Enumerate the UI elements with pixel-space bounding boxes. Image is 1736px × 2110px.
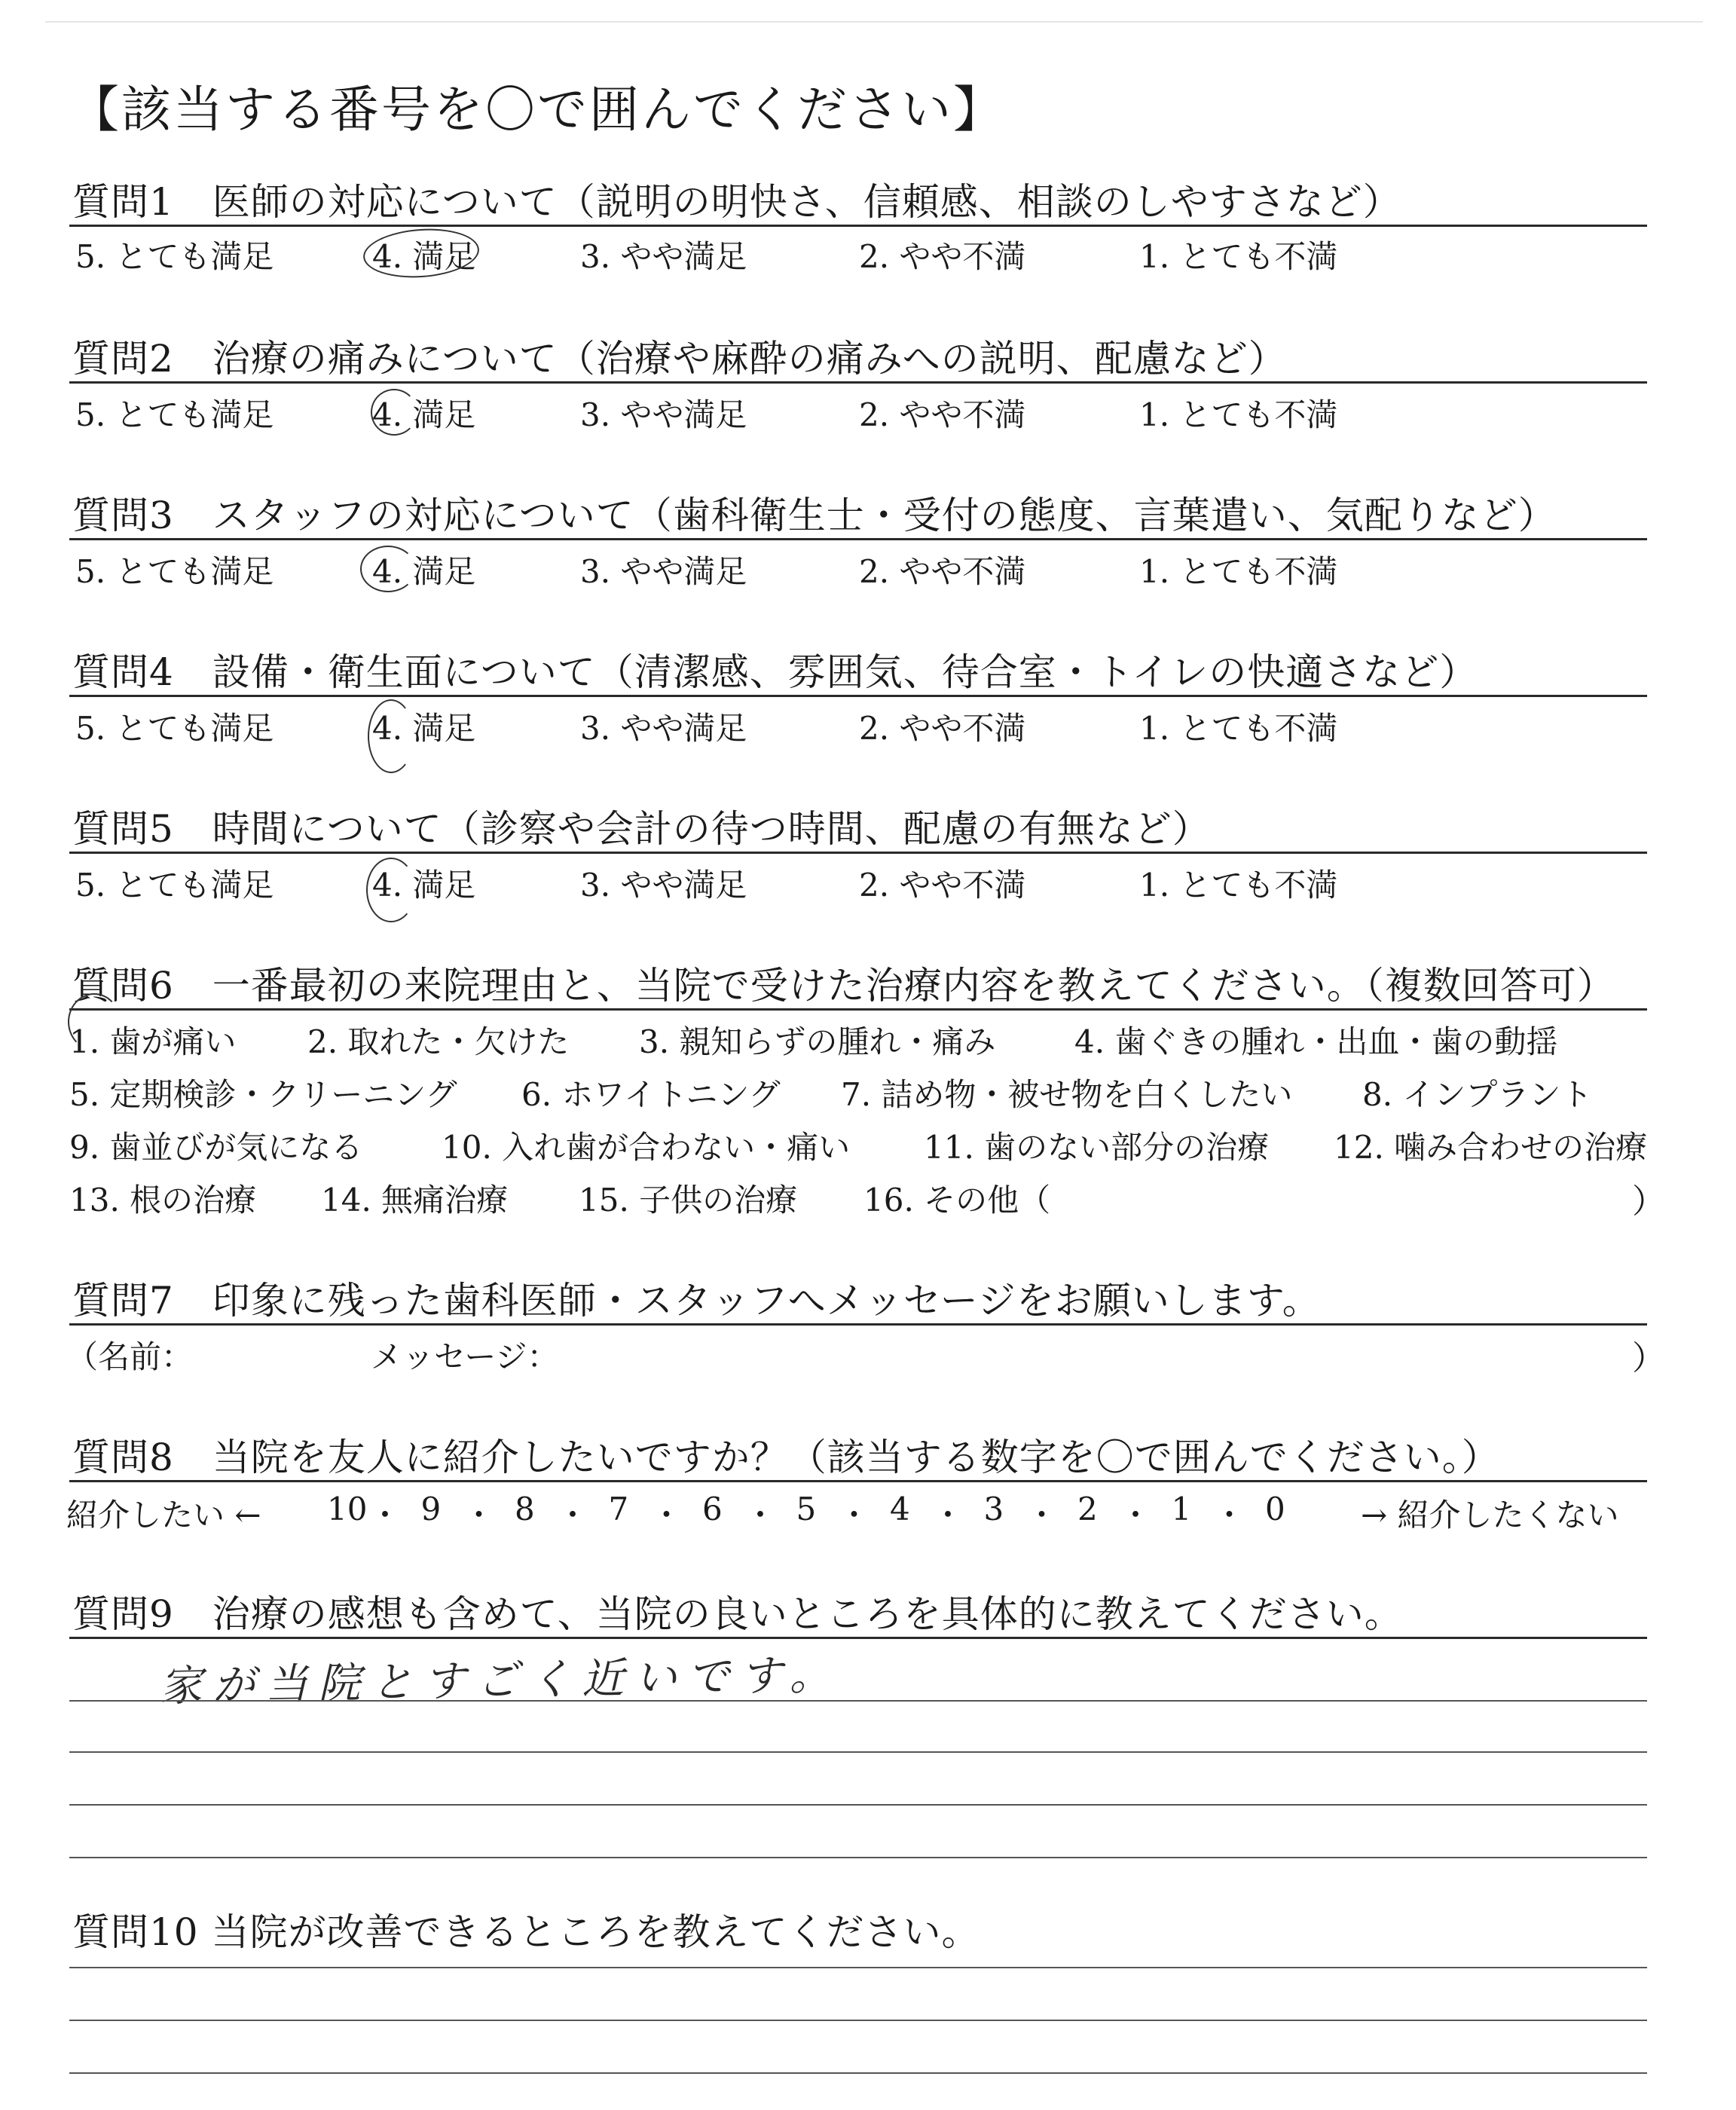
q8-scale-separator: ・ — [932, 1497, 964, 1534]
q8-scale-separator: ・ — [369, 1497, 402, 1534]
q8-scale-value[interactable]: 10 — [327, 1491, 368, 1527]
q2-rule — [69, 381, 1647, 384]
q6-title: 質問6 一番最初の来院理由と、当院で受けた治療内容を教えてください。（複数回答可） — [72, 964, 1615, 1008]
q3-option-4[interactable]: 4. 満足 — [372, 553, 476, 590]
q6-option-4[interactable]: 4. 歯ぐきの腫れ・出血・歯の動揺 — [1074, 1023, 1558, 1060]
q8-scale-value[interactable]: 8 — [515, 1491, 535, 1527]
q8-scale-separator: ・ — [463, 1497, 495, 1534]
q7-rule — [69, 1323, 1647, 1326]
q6-option-14[interactable]: 14. 無痛治療 — [321, 1182, 509, 1219]
q6-option-16[interactable]: 16. その他（ — [863, 1182, 1051, 1219]
q5-option-4[interactable]: 4. 満足 — [372, 867, 476, 904]
q8-rule — [69, 1480, 1647, 1482]
q8-scale-value[interactable]: 9 — [420, 1491, 442, 1527]
q5-option-1[interactable]: 1. とても不満 — [1139, 867, 1338, 904]
q5-rule — [69, 852, 1647, 854]
q8-scale-value[interactable]: 6 — [702, 1491, 723, 1527]
q2-option-3[interactable]: 3. やや満足 — [580, 396, 747, 433]
q4-option-4[interactable]: 4. 満足 — [372, 710, 476, 747]
q2-option-1[interactable]: 1. とても不満 — [1139, 396, 1338, 433]
q3-option-2[interactable]: 2. やや不満 — [859, 553, 1026, 590]
q6-option-1[interactable]: 1. 歯が痛い — [69, 1023, 237, 1060]
q8-scale-separator: ・ — [1213, 1497, 1245, 1534]
q8-title: 質問8 当院を友人に紹介したいですか？（該当する数字を〇で囲んでください。） — [72, 1436, 1500, 1479]
q5-option-3[interactable]: 3. やや満足 — [580, 867, 747, 904]
q2-selection-circle — [371, 389, 417, 436]
q6-option-7[interactable]: 7. 詰め物・被せ物を白くしたい — [841, 1076, 1293, 1113]
q4-option-5[interactable]: 5. とても満足 — [75, 710, 274, 747]
q4-option-3[interactable]: 3. やや満足 — [580, 710, 747, 747]
q8-scale-value[interactable]: 5 — [796, 1491, 817, 1527]
q9-answer-line-1 — [69, 1700, 1647, 1702]
q8-right-label: → 紹介したくない — [1361, 1497, 1619, 1534]
q1-option-4[interactable]: 4. 満足 — [372, 238, 476, 275]
q6-option-6[interactable]: 6. ホワイトニング — [521, 1076, 781, 1113]
q1-rule — [69, 225, 1647, 227]
q1-option-2[interactable]: 2. やや不満 — [859, 238, 1026, 275]
q8-scale-separator: ・ — [650, 1497, 683, 1534]
q6-option-9[interactable]: 9. 歯並びが気になる — [69, 1129, 363, 1166]
q1-option-1[interactable]: 1. とても不満 — [1139, 238, 1338, 275]
form-header: 【該当する番号を〇で囲んでください】 — [69, 81, 1005, 139]
q6-option-12[interactable]: 12. 噛み合わせの治療 — [1334, 1129, 1648, 1166]
q1-option-5[interactable]: 5. とても満足 — [75, 238, 274, 275]
q1-option-3[interactable]: 3. やや満足 — [580, 238, 747, 275]
q7-title: 質問7 印象に残った歯科医師・スタッフへメッセージをお願いします。 — [72, 1279, 1321, 1323]
q8-scale-separator: ・ — [744, 1497, 777, 1534]
q10-title: 質問10 当院が改善できるところを教えてください。 — [72, 1910, 980, 1954]
q9-title: 質問9 治療の感想も含めて、当院の良いところを具体的に教えてください。 — [72, 1592, 1403, 1636]
q9-answer-line-4 — [69, 1857, 1647, 1858]
q10-answer-line-3 — [69, 2072, 1647, 2074]
q8-scale-separator: ・ — [557, 1497, 589, 1534]
q10-answer-line-1 — [69, 1967, 1647, 1968]
q6-selection-circle — [68, 993, 121, 1050]
page-top-edge — [45, 21, 1703, 23]
q8-scale-value[interactable]: 7 — [608, 1491, 629, 1527]
q8-scale-value[interactable]: 0 — [1265, 1491, 1285, 1527]
q6-rule — [69, 1008, 1647, 1011]
q3-title: 質問3 スタッフの対応について（歯科衛生士・受付の態度、言葉遣い、気配りなど） — [72, 494, 1557, 537]
q5-title: 質問5 時間について（診察や会計の待つ時間、配慮の有無など） — [72, 807, 1211, 851]
q9-handwritten-answer: 家が当院とすごく近いです。 — [159, 1650, 843, 1711]
q6-option-13[interactable]: 13. 根の治療 — [69, 1182, 257, 1219]
q4-title: 質問4 設備・衛生面について（清潔感、雰囲気、待合室・トイレの快適さなど） — [72, 650, 1478, 694]
q6-option-2[interactable]: 2. 取れた・欠けた — [307, 1023, 570, 1060]
q7-message-label: メッセージ： — [371, 1338, 559, 1375]
q6-option-11[interactable]: 11. 歯のない部分の治療 — [924, 1129, 1270, 1166]
q2-option-2[interactable]: 2. やや不満 — [859, 396, 1026, 433]
q9-answer-line-3 — [69, 1804, 1647, 1806]
q3-option-5[interactable]: 5. とても満足 — [75, 553, 274, 590]
q3-option-1[interactable]: 1. とても不満 — [1139, 553, 1338, 590]
q9-rule — [69, 1637, 1647, 1639]
q4-option-1[interactable]: 1. とても不満 — [1139, 710, 1338, 747]
q8-scale-separator: ・ — [1120, 1497, 1152, 1534]
q3-option-3[interactable]: 3. やや満足 — [580, 553, 747, 590]
q8-left-label: 紹介したい ← — [66, 1497, 261, 1534]
q5-option-5[interactable]: 5. とても満足 — [75, 867, 274, 904]
q8-scale-value[interactable]: 3 — [983, 1491, 1004, 1527]
q4-option-2[interactable]: 2. やや不満 — [859, 710, 1026, 747]
q8-scale-separator: ・ — [1025, 1497, 1058, 1534]
q1-title: 質問1 医師の対応について（説明の明快さ、信頼感、相談のしやすさなど） — [72, 180, 1401, 224]
q6-close-paren: ） — [1632, 1182, 1665, 1221]
q8-scale-separator: ・ — [838, 1497, 870, 1534]
q6-option-8[interactable]: 8. インプラント — [1362, 1076, 1593, 1113]
q3-selection-circle — [360, 546, 416, 592]
q5-option-2[interactable]: 2. やや不満 — [859, 867, 1026, 904]
q10-answer-line-2 — [69, 2020, 1647, 2021]
q7-name-label: （名前： — [66, 1338, 194, 1375]
q4-rule — [69, 695, 1647, 697]
q6-option-5[interactable]: 5. 定期検診・クリーニング — [69, 1076, 457, 1113]
q8-scale-value[interactable]: 2 — [1077, 1491, 1098, 1527]
q2-option-5[interactable]: 5. とても満足 — [75, 396, 274, 433]
q6-option-3[interactable]: 3. 親知らずの腫れ・痛み — [639, 1023, 996, 1060]
q8-scale-value[interactable]: 4 — [890, 1491, 910, 1527]
q6-option-10[interactable]: 10. 入れ歯が合わない・痛い — [442, 1129, 851, 1166]
q7-close-paren: ） — [1632, 1339, 1665, 1378]
q2-option-4[interactable]: 4. 満足 — [372, 396, 476, 433]
q2-title: 質問2 治療の痛みについて（治療や麻酔の痛みへの説明、配慮など） — [72, 337, 1287, 381]
q8-scale-value[interactable]: 1 — [1171, 1491, 1192, 1527]
q5-selection-circle — [366, 858, 416, 922]
q3-rule — [69, 538, 1647, 540]
q9-answer-line-2 — [69, 1751, 1647, 1753]
q6-option-15[interactable]: 15. 子供の治療 — [579, 1182, 798, 1219]
q4-selection-circle — [368, 699, 414, 773]
